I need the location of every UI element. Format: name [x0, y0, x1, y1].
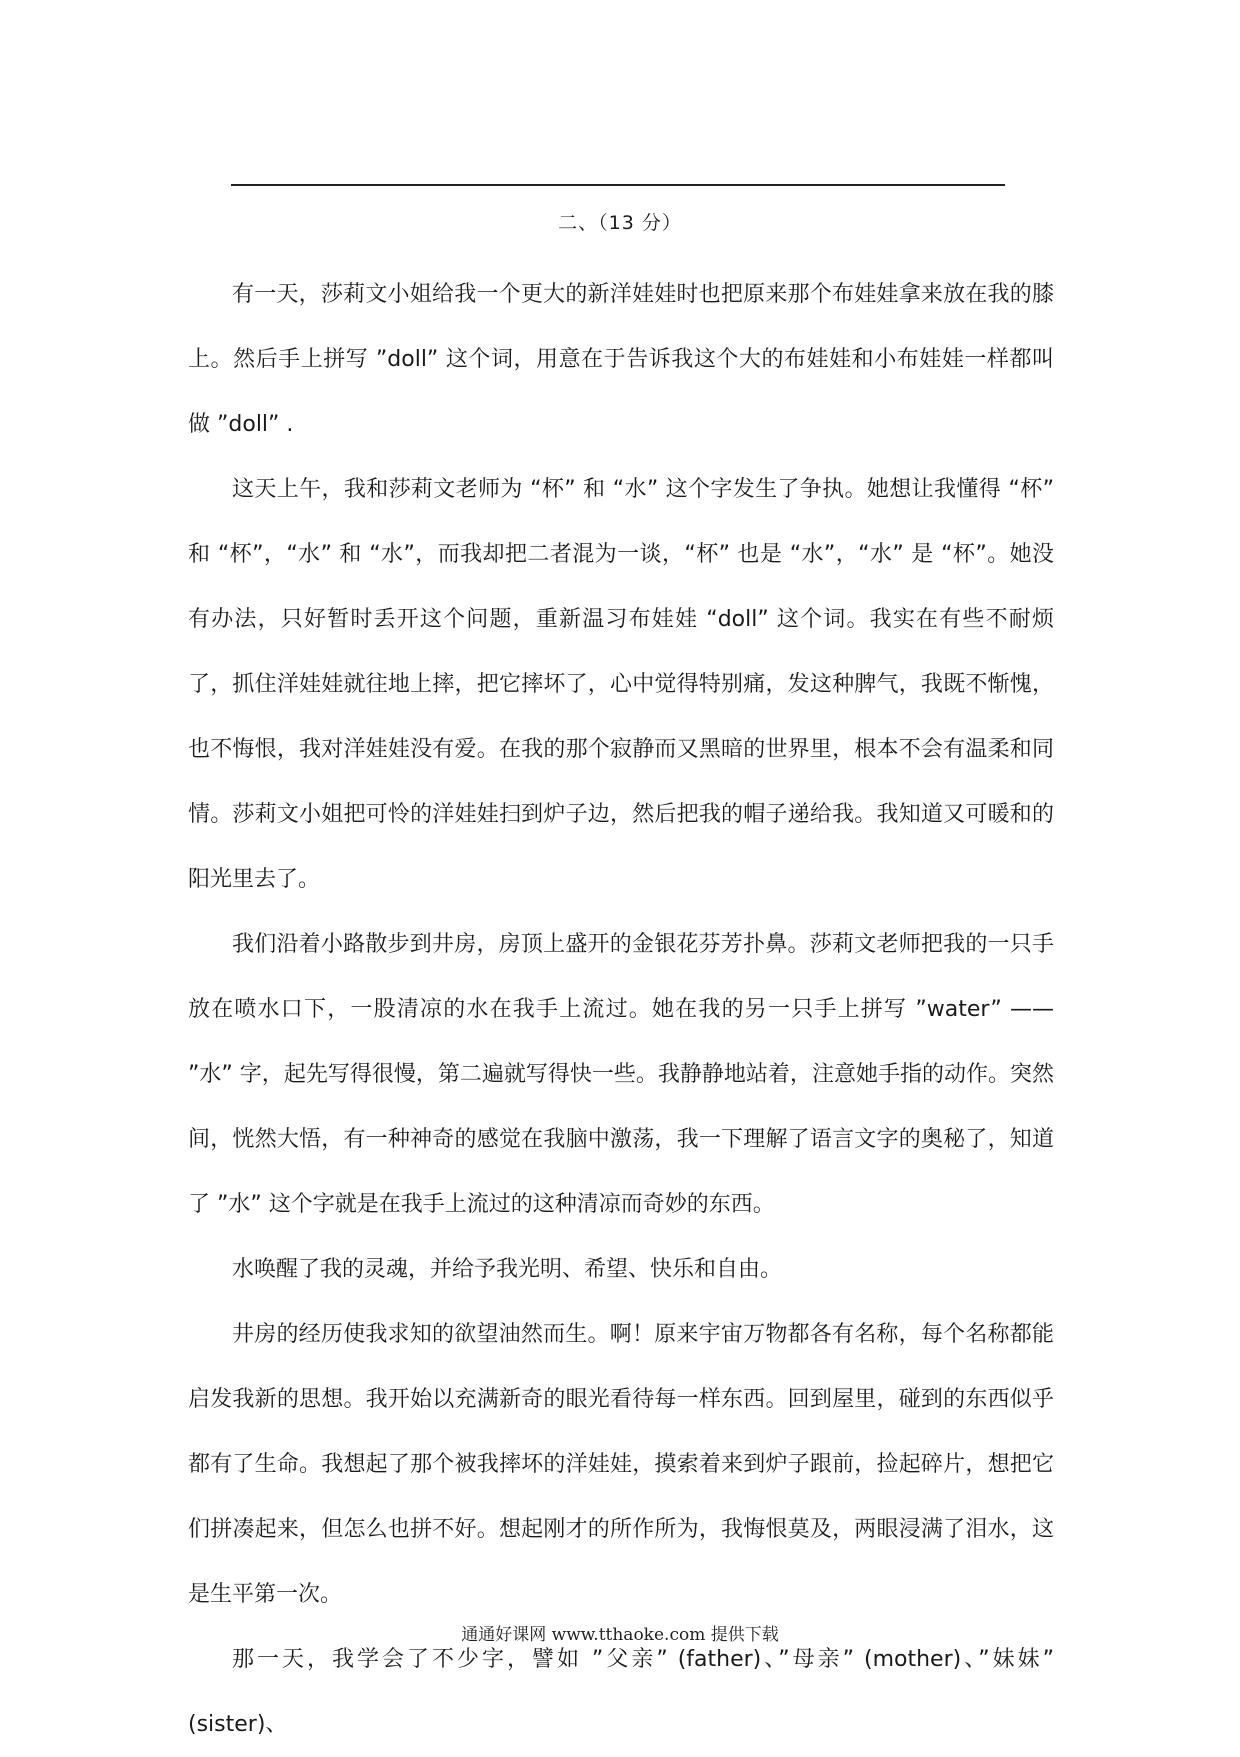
section-heading: 二、（13 分）: [558, 212, 682, 234]
paragraph: 这天上午，我和莎莉文老师为 “杯” 和 “水” 这个字发生了争执。她想让我懂得 “杯” 和 “杯”，“水” 和 “水”，而我却把二者混为一谈，“杯” 也是 “水”，“水” 是 “杯”。她没有办法，只好暂时丢开这个问题，重新温习布娃娃 “doll” 这个词。我实在有些不耐烦了，抓住洋娃娃就往地上摔，把它摔坏了，心中觉得特别痛，发这种脾气，我既不惭愧，也不悔恨，我对洋娃娃没有爱。在我的那个寂静而又黑暗的世界里，根本不会有温柔和同情。莎莉文小姐把可怜的洋娃娃扫到炉子边，然后把我的帽子递给我。我知道又可暖和的阳光里去了。: [188, 477, 1054, 892]
paragraph: 水唤醒了我的灵魂，并给予我光明、希望、快乐和自由。: [232, 1257, 783, 1282]
paragraph: 我们沿着小路散步到井房，房顶上盛开的金银花芬芳扑鼻。莎莉文老师把我的一只手放在喷水口下，一股清凉的水在我手上流过。她在我的另一只手上拼写 ”water” —— ”水” 字，起先写得很慢，第二遍就写得快一些。我静静地站着，注意她手指的动作。突然间，恍然大悟，有一种神奇的感觉在我脑中激荡，我一下理解了语言文字的奥秘了，知道了 ”水” 这个字就是在我手上流过的这种清凉而奇妙的东西。: [188, 932, 1054, 1217]
paragraph: 那一天，我学会了不少字，譬如 ”父亲” (father)、”母亲” (mother)、”妹妹” (sister)、: [188, 1647, 1054, 1737]
paragraph: 井房的经历使我求知的欲望油然而生。啊！原来宇宙万物都各有名称，每个名称都能启发我新的思想。我开始以充满新奇的眼光看待每一样东西。回到屋里，碰到的东西似乎都有了生命。我想起了那个被我摔坏的洋娃娃，摸索着来到炉子跟前，捡起碎片，想把它们拼凑起来，但怎么也拼不好。想起刚才的所作所为，我悔恨莫及，两眼浸满了泪水，这是生平第一次。: [188, 1322, 1054, 1607]
top-rule: [231, 184, 1005, 186]
reading-passage: [188, 262, 1054, 1757]
paragraph: 有一天，莎莉文小姐给我一个更大的新洋娃娃时也把原来那个布娃娃拿来放在我的膝上。然后手上拼写 ”doll” 这个词，用意在于告诉我这个大的布娃娃和小布娃娃一样都叫做 ”doll” .: [188, 282, 1054, 437]
page-footer: 通通好课网 www.tthaoke.com 提供下载: [461, 1625, 779, 1645]
